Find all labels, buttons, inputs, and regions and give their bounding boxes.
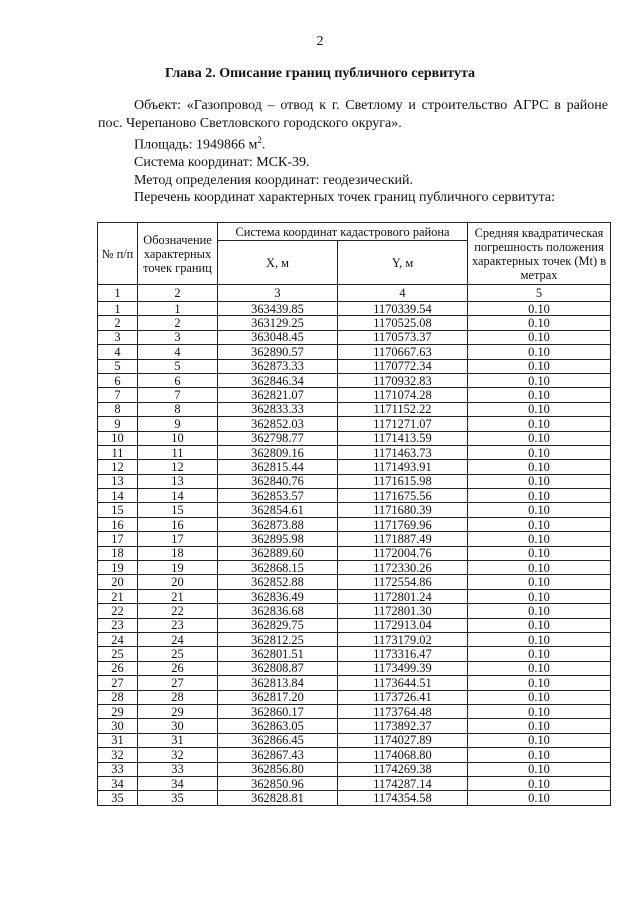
- header-mt: Средняя квадратическая погрешность положения характерных точек (Mt) в метрах: [468, 223, 611, 285]
- table-row: [98, 762, 611, 776]
- cell-designation: 1: [138, 302, 218, 316]
- cell-y: 1171887.49: [338, 532, 468, 546]
- table-row: [98, 388, 611, 402]
- table-row: [98, 503, 611, 517]
- cell-x: 362873.88: [218, 517, 338, 531]
- cell-y: 1171680.39: [338, 503, 468, 517]
- cell-designation: 20: [138, 575, 218, 589]
- cell-mt: 0.10: [468, 618, 611, 632]
- cell-y: 1173179.02: [338, 632, 468, 646]
- cell-y: 1171769.96: [338, 517, 468, 531]
- cell-num: 9: [98, 417, 138, 431]
- cell-designation: 19: [138, 561, 218, 575]
- cell-mt: 0.10: [468, 661, 611, 675]
- cell-mt: 0.10: [468, 388, 611, 402]
- cell-y: 1173316.47: [338, 647, 468, 661]
- cell-x: 362817.20: [218, 690, 338, 704]
- cell-mt: 0.10: [468, 373, 611, 387]
- cell-designation: 33: [138, 762, 218, 776]
- cell-num: 12: [98, 460, 138, 474]
- cell-num: 33: [98, 762, 138, 776]
- cell-y: 1174068.80: [338, 748, 468, 762]
- column-number: 1: [98, 285, 138, 302]
- cell-mt: 0.10: [468, 517, 611, 531]
- cell-x: 362860.17: [218, 704, 338, 718]
- cell-x: 362836.49: [218, 589, 338, 603]
- column-number: 4: [338, 285, 468, 302]
- intro-block: [98, 97, 608, 207]
- cell-num: 13: [98, 474, 138, 488]
- table-row: [98, 402, 611, 416]
- cell-num: 10: [98, 431, 138, 445]
- cell-mt: 0.10: [468, 589, 611, 603]
- cell-mt: 0.10: [468, 417, 611, 431]
- cell-x: 362895.98: [218, 532, 338, 546]
- cell-designation: 30: [138, 719, 218, 733]
- cell-num: 3: [98, 330, 138, 344]
- table-row: [98, 316, 611, 330]
- cell-designation: 17: [138, 532, 218, 546]
- cell-num: 35: [98, 791, 138, 805]
- cell-mt: 0.10: [468, 503, 611, 517]
- cell-designation: 10: [138, 431, 218, 445]
- cell-num: 19: [98, 561, 138, 575]
- cell-num: 32: [98, 748, 138, 762]
- cell-num: 24: [98, 632, 138, 646]
- column-number: 3: [218, 285, 338, 302]
- cell-num: 27: [98, 676, 138, 690]
- cell-mt: 0.10: [468, 431, 611, 445]
- header-designation: Обозначение характерных точек границ: [138, 223, 218, 285]
- cell-x: 362836.68: [218, 604, 338, 618]
- cell-designation: 11: [138, 445, 218, 459]
- cell-mt: 0.10: [468, 460, 611, 474]
- table-row: [98, 373, 611, 387]
- cell-y: 1174287.14: [338, 776, 468, 790]
- cell-mt: 0.10: [468, 532, 611, 546]
- cell-designation: 9: [138, 417, 218, 431]
- list-line: Перечень координат характерных точек границ публичного сервитута:: [134, 190, 555, 206]
- cell-mt: 0.10: [468, 632, 611, 646]
- table-row: [98, 445, 611, 459]
- cell-designation: 22: [138, 604, 218, 618]
- cell-x: 362840.76: [218, 474, 338, 488]
- table-row: [98, 776, 611, 790]
- cell-mt: 0.10: [468, 302, 611, 316]
- cell-mt: 0.10: [468, 647, 611, 661]
- table-row: [98, 546, 611, 560]
- area-unit-sup: 2: [257, 135, 262, 145]
- header-coord-system: Система координат кадастрового района: [218, 223, 468, 241]
- cell-x: 362846.34: [218, 373, 338, 387]
- cell-num: 26: [98, 661, 138, 675]
- cell-mt: 0.10: [468, 330, 611, 344]
- cell-mt: 0.10: [468, 316, 611, 330]
- cell-designation: 18: [138, 546, 218, 560]
- table-row: [98, 647, 611, 661]
- cell-designation: 2: [138, 316, 218, 330]
- table-row: [98, 618, 611, 632]
- cell-num: 11: [98, 445, 138, 459]
- cell-x: 362867.43: [218, 748, 338, 762]
- table-row: [98, 302, 611, 316]
- cell-designation: 28: [138, 690, 218, 704]
- cell-mt: 0.10: [468, 445, 611, 459]
- cell-mt: 0.10: [468, 604, 611, 618]
- coord-system-line: Система координат: МСК-39.: [134, 155, 310, 171]
- cell-mt: 0.10: [468, 762, 611, 776]
- cell-x: 362812.25: [218, 632, 338, 646]
- cell-y: 1170339.54: [338, 302, 468, 316]
- cell-y: 1170525.08: [338, 316, 468, 330]
- cell-num: 18: [98, 546, 138, 560]
- cell-num: 5: [98, 359, 138, 373]
- table-row: [98, 345, 611, 359]
- cell-y: 1173892.37: [338, 719, 468, 733]
- cell-y: 1170772.34: [338, 359, 468, 373]
- table-row: [98, 561, 611, 575]
- cell-designation: 31: [138, 733, 218, 747]
- cell-designation: 24: [138, 632, 218, 646]
- cell-x: 362853.57: [218, 489, 338, 503]
- table-row: [98, 661, 611, 675]
- cell-y: 1173764.48: [338, 704, 468, 718]
- chapter-title: Глава 2. Описание границ публичного сервитута: [164, 66, 476, 81]
- cell-mt: 0.10: [468, 489, 611, 503]
- cell-designation: 15: [138, 503, 218, 517]
- cell-y: 1171074.28: [338, 388, 468, 402]
- table-row: [98, 748, 611, 762]
- cell-num: 8: [98, 402, 138, 416]
- cell-designation: 35: [138, 791, 218, 805]
- cell-y: 1174269.38: [338, 762, 468, 776]
- cell-mt: 0.10: [468, 690, 611, 704]
- cell-x: 362809.16: [218, 445, 338, 459]
- cell-designation: 6: [138, 373, 218, 387]
- cell-num: 28: [98, 690, 138, 704]
- cell-mt: 0.10: [468, 791, 611, 805]
- area-label: Площадь:: [134, 137, 196, 153]
- cell-x: 362854.61: [218, 503, 338, 517]
- cell-y: 1173726.41: [338, 690, 468, 704]
- cell-designation: 26: [138, 661, 218, 675]
- cell-y: 1172004.76: [338, 546, 468, 560]
- cell-x: 362798.77: [218, 431, 338, 445]
- cell-x: 362815.44: [218, 460, 338, 474]
- cell-x: 362801.51: [218, 647, 338, 661]
- cell-designation: 12: [138, 460, 218, 474]
- cell-y: 1170932.83: [338, 373, 468, 387]
- table-row: [98, 719, 611, 733]
- table-row: [98, 791, 611, 805]
- table-row: [98, 690, 611, 704]
- cell-num: 21: [98, 589, 138, 603]
- cell-designation: 32: [138, 748, 218, 762]
- cell-num: 17: [98, 532, 138, 546]
- cell-y: 1173644.51: [338, 676, 468, 690]
- cell-x: 362852.88: [218, 575, 338, 589]
- cell-designation: 8: [138, 402, 218, 416]
- table-row: [98, 733, 611, 747]
- table-row: [98, 460, 611, 474]
- cell-designation: 23: [138, 618, 218, 632]
- cell-y: 1174354.58: [338, 791, 468, 805]
- cell-y: 1170573.37: [338, 330, 468, 344]
- cell-mt: 0.10: [468, 561, 611, 575]
- cell-num: 20: [98, 575, 138, 589]
- cell-y: 1171615.98: [338, 474, 468, 488]
- cell-designation: 4: [138, 345, 218, 359]
- table-row: [98, 330, 611, 344]
- cell-designation: 14: [138, 489, 218, 503]
- cell-y: 1170667.63: [338, 345, 468, 359]
- table-row: [98, 575, 611, 589]
- cell-num: 14: [98, 489, 138, 503]
- cell-num: 34: [98, 776, 138, 790]
- cell-num: 29: [98, 704, 138, 718]
- cell-num: 7: [98, 388, 138, 402]
- table-row: [98, 704, 611, 718]
- table-row: [98, 431, 611, 445]
- cell-designation: 5: [138, 359, 218, 373]
- cell-designation: 16: [138, 517, 218, 531]
- page-number: 2: [316, 34, 324, 49]
- table-row: [98, 532, 611, 546]
- cell-num: 6: [98, 373, 138, 387]
- cell-y: 1172801.30: [338, 604, 468, 618]
- header-x: X, м: [218, 241, 338, 285]
- cell-x: 362890.57: [218, 345, 338, 359]
- table-row: [98, 489, 611, 503]
- cell-num: 1: [98, 302, 138, 316]
- cell-x: 362813.84: [218, 676, 338, 690]
- table-row: [98, 632, 611, 646]
- cell-num: 2: [98, 316, 138, 330]
- method-line: Метод определения координат: геодезический.: [134, 172, 413, 188]
- header-y: Y, м: [338, 241, 468, 285]
- cell-designation: 3: [138, 330, 218, 344]
- table-row: [98, 517, 611, 531]
- coordinates-table: [97, 222, 611, 806]
- cell-y: 1172330.26: [338, 561, 468, 575]
- cell-mt: 0.10: [468, 402, 611, 416]
- table-row: [98, 474, 611, 488]
- cell-y: 1172913.04: [338, 618, 468, 632]
- cell-mt: 0.10: [468, 748, 611, 762]
- table-body: [98, 302, 611, 806]
- cell-designation: 29: [138, 704, 218, 718]
- area-line: Площадь: 1949866 $м^2$.: [134, 135, 266, 153]
- cell-y: 1171675.56: [338, 489, 468, 503]
- cell-mt: 0.10: [468, 676, 611, 690]
- cell-x: 362833.33: [218, 402, 338, 416]
- column-number: 2: [138, 285, 218, 302]
- cell-x: 362829.75: [218, 618, 338, 632]
- object-line: Объект: «Газопровод – отвод к г. Светлому и строительство АГРС в районе пос. Черепаново Светловского городского округа».: [98, 98, 608, 131]
- cell-num: 23: [98, 618, 138, 632]
- table-row: [98, 604, 611, 618]
- cell-num: 22: [98, 604, 138, 618]
- cell-y: 1173499.39: [338, 661, 468, 675]
- cell-y: 1171152.22: [338, 402, 468, 416]
- cell-y: 1174027.89: [338, 733, 468, 747]
- cell-x: 363129.25: [218, 316, 338, 330]
- cell-y: 1171271.07: [338, 417, 468, 431]
- cell-mt: 0.10: [468, 719, 611, 733]
- cell-x: 362828.81: [218, 791, 338, 805]
- cell-designation: 25: [138, 647, 218, 661]
- cell-num: 16: [98, 517, 138, 531]
- cell-mt: 0.10: [468, 575, 611, 589]
- table-row: [98, 589, 611, 603]
- cell-x: 362889.60: [218, 546, 338, 560]
- cell-x: 363048.45: [218, 330, 338, 344]
- table-row: [98, 359, 611, 373]
- cell-mt: 0.10: [468, 704, 611, 718]
- cell-x: 362808.87: [218, 661, 338, 675]
- cell-y: 1171493.91: [338, 460, 468, 474]
- cell-mt: 0.10: [468, 359, 611, 373]
- cell-x: 362856.80: [218, 762, 338, 776]
- cell-x: 363439.85: [218, 302, 338, 316]
- cell-y: 1171463.73: [338, 445, 468, 459]
- header-num: № п/п: [98, 223, 138, 285]
- cell-num: 4: [98, 345, 138, 359]
- cell-num: 30: [98, 719, 138, 733]
- table-row: [98, 676, 611, 690]
- table-row: [98, 417, 611, 431]
- cell-y: 1172554.86: [338, 575, 468, 589]
- cell-designation: 34: [138, 776, 218, 790]
- cell-x: 362852.03: [218, 417, 338, 431]
- cell-num: 25: [98, 647, 138, 661]
- cell-mt: 0.10: [468, 776, 611, 790]
- cell-x: 362850.96: [218, 776, 338, 790]
- cell-mt: 0.10: [468, 546, 611, 560]
- cell-y: 1171413.59: [338, 431, 468, 445]
- cell-x: 362866.45: [218, 733, 338, 747]
- cell-x: 362873.33: [218, 359, 338, 373]
- cell-x: 362821.07: [218, 388, 338, 402]
- cell-designation: 21: [138, 589, 218, 603]
- cell-x: 362863.05: [218, 719, 338, 733]
- cell-num: 15: [98, 503, 138, 517]
- cell-y: 1172801.24: [338, 589, 468, 603]
- cell-mt: 0.10: [468, 345, 611, 359]
- cell-designation: 27: [138, 676, 218, 690]
- cell-designation: 7: [138, 388, 218, 402]
- area-value: 1949866 м: [196, 137, 258, 153]
- cell-num: 31: [98, 733, 138, 747]
- cell-mt: 0.10: [468, 474, 611, 488]
- cell-x: 362868.15: [218, 561, 338, 575]
- column-number: 5: [468, 285, 611, 302]
- cell-designation: 13: [138, 474, 218, 488]
- cell-mt: 0.10: [468, 733, 611, 747]
